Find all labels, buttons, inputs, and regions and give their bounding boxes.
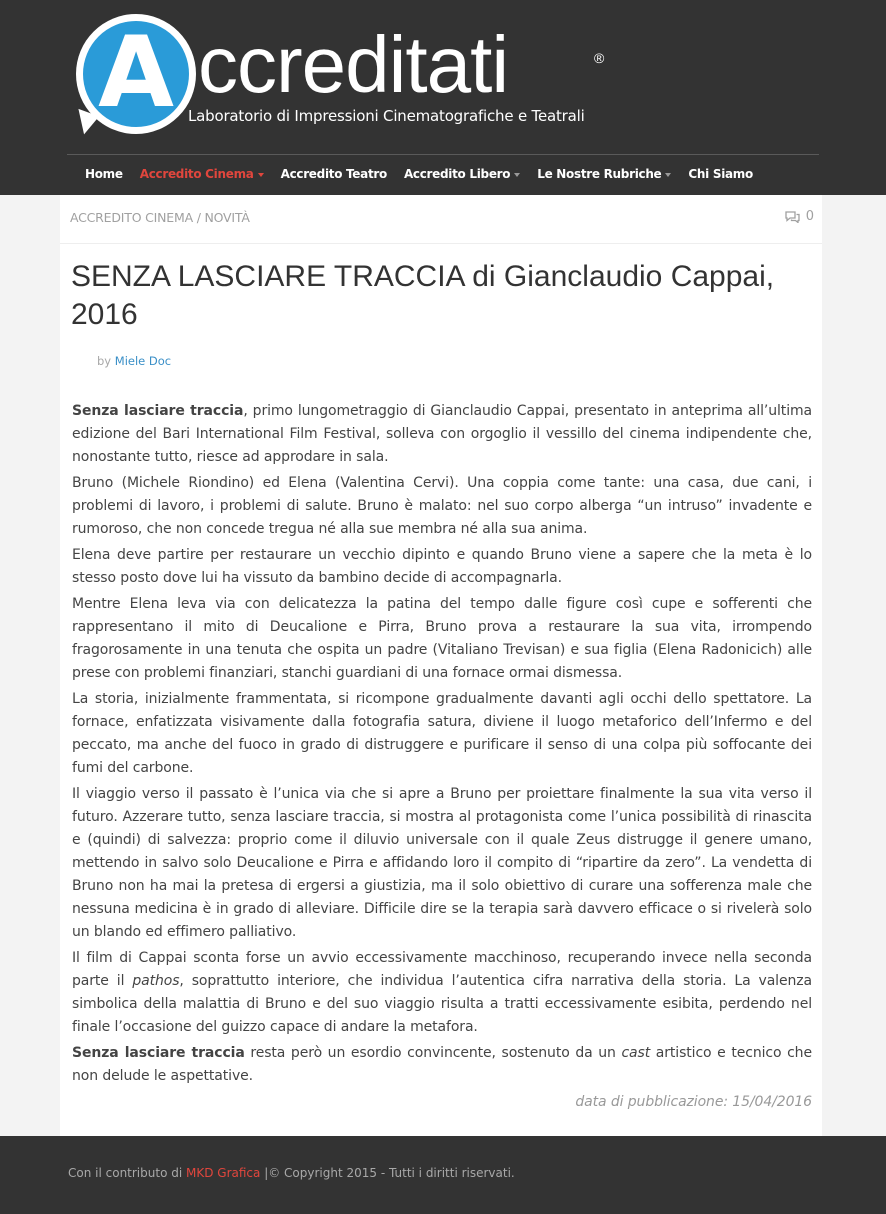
logo-wordmark: ccreditati — [198, 20, 509, 109]
paragraph-text: Il film di Cappai sconta forse un avvio eccessivamente macchinoso, recuperando invece nella seconda parte il — [72, 950, 812, 989]
nav-item-chi-siamo[interactable] — [688, 167, 753, 181]
main-nav — [85, 162, 770, 186]
caret-down-icon — [258, 173, 264, 177]
nav-item-accredito-teatro[interactable] — [281, 167, 387, 181]
nav-item-accredito-libero[interactable] — [404, 167, 520, 181]
comment-count: 0 — [805, 209, 814, 224]
paragraph: Bruno (Michele Riondino) ed Elena (Valentina Cervi). Una coppia come tante: una casa, due cani, i problemi di lavoro, i problemi di salute. Bruno è malato: nel suo corpo alberga “un intruso” invadente e rumoroso, che non concede tregua né alla sue membra né alla sua anima. — [72, 475, 812, 537]
paragraph — [72, 1042, 812, 1088]
site-logo[interactable] — [76, 14, 616, 138]
paragraph-text: artistico e tecnico che non delude le aspettative. — [72, 1045, 812, 1084]
paragraph: Mentre Elena leva via con delicatezza la patina del tempo dalle figure così cupe e sofferenti che rappresentano il mito di Deucalione e Pirra, Bruno prova a restaurare la sua vita, irrompendo fragorosamente in una tenuta che ospita un padre (Vitaliano Trevisan) e sua figlia (Elena Radonicich) alle prese con problemi finanziari, stanchi guardiani di una fornace ormai dismessa. — [72, 596, 812, 681]
paragraph — [72, 400, 812, 469]
article-body — [72, 400, 812, 1117]
italic-term: pathos — [132, 973, 180, 989]
paragraph: Il viaggio verso il passato è l’unica via che si apre a Bruno per proiettare finalmente la sua vita verso il futuro. Azzerare tutto, senza lasciare traccia, si mostra al protagonista come l’unica possibilità di rinascita e (quindi) di salvezza: proprio come il diluvio universale con il quale Zeus distrugge il genere umano, mettendo in salvo solo Deucalione e Pirra e affidando loro il compito di “ripartire da zero”. La vendetta di Bruno non ha mai la pretesa di ergersi a giustizia, ma il solo obiettivo di curare una sofferenza male che nessuna medicina è in grado di alleviare. Difficile dire se la terapia sarà davvero efficace o si rivelerà solo un blando ed effimero palliativo. — [72, 786, 812, 940]
post-meta-bar — [60, 195, 822, 244]
nav-item-home[interactable] — [85, 167, 123, 181]
comments-link[interactable] — [785, 209, 814, 224]
site-header — [0, 0, 886, 195]
paragraph-text: , soprattutto interiore, che individua l’autentica cifra narrativa della storia. La valenza simbolica della malattia di Bruno e del suo viaggio risulta a tratti eccessivamente esibita, perdendo nel finale l’occasione del guizzo capace di andare la metafora. — [72, 973, 812, 1035]
footer-brand-link[interactable]: MKD Grafica — [186, 1166, 261, 1180]
article-container — [60, 195, 822, 1136]
nav-divider — [67, 154, 819, 155]
nav-item-label: Accredito Teatro — [280, 167, 387, 181]
footer-suffix: |© Copyright 2015 - Tutti i diritti riservati. — [260, 1166, 515, 1180]
caret-down-icon — [665, 173, 671, 177]
logo-tagline: Laboratorio di Impressioni Cinematografiche e Teatrali — [188, 107, 585, 125]
nav-item-label: Le Nostre Rubriche — [537, 167, 662, 181]
logo-badge — [76, 14, 196, 134]
footer-copyright — [68, 1166, 515, 1180]
breadcrumb[interactable]: ACCREDITO CINEMA / NOVITÀ — [70, 210, 250, 225]
nav-item-accredito-cinema[interactable] — [140, 167, 264, 181]
publication-date: data di pubblicazione: 15/04/2016 — [575, 1094, 812, 1110]
paragraph: Elena deve partire per restaurare un vecchio dipinto e quando Bruno viene a sapere che la meta è lo stesso posto dove lui ha vissuto da bambino decide di accompagnarla. — [72, 547, 812, 586]
byline — [97, 354, 171, 368]
paragraph: La storia, inizialmente frammentata, si ricompone gradualmente davanti agli occhi dello spettatore. La fornace, enfatizzata visivamente dalla fotografia satura, diviene il luogo metaforico dell’Infermo e del peccato, ma anche del fuoco in grado di distruggere e purificare il senso di una colpa più soffocante dei fumi del carbone. — [72, 691, 812, 776]
paragraph-text: resta però un esordio convincente, sostenuto da un — [244, 1045, 622, 1061]
logo-letter: A — [98, 16, 174, 130]
italic-term: cast — [621, 1045, 651, 1061]
paragraph — [72, 947, 812, 1039]
author-link[interactable]: Miele Doc — [114, 354, 172, 368]
nav-item-le-nostre-rubriche[interactable] — [537, 167, 671, 181]
caret-down-icon — [514, 173, 520, 177]
byline-prefix: by — [97, 354, 112, 368]
site-footer — [0, 1136, 886, 1214]
nav-item-label: Chi Siamo — [688, 167, 753, 181]
logo-registered-mark: ® — [594, 50, 605, 66]
post-title: SENZA LASCIARE TRACCIA di Gianclaudio Cappai, 2016 — [71, 260, 775, 331]
nav-item-label: Home — [85, 167, 123, 181]
nav-item-label: Accredito Libero — [403, 167, 511, 181]
footer-prefix: Con il contributo di — [68, 1166, 186, 1180]
nav-item-label: Accredito Cinema — [139, 167, 254, 181]
film-title-bold: Senza lasciare traccia — [72, 403, 244, 419]
paragraph-text: , primo lungometraggio di Gianclaudio Cappai, presentato in anteprima all’ultima edizione del Bari International Film Festival, solleva con orgoglio il vessillo del cinema indipendente che, nonostante tutto, riesce ad approdare in sala. — [72, 403, 813, 465]
film-title-bold: Senza lasciare traccia — [72, 1045, 245, 1061]
comments-icon — [785, 211, 800, 223]
